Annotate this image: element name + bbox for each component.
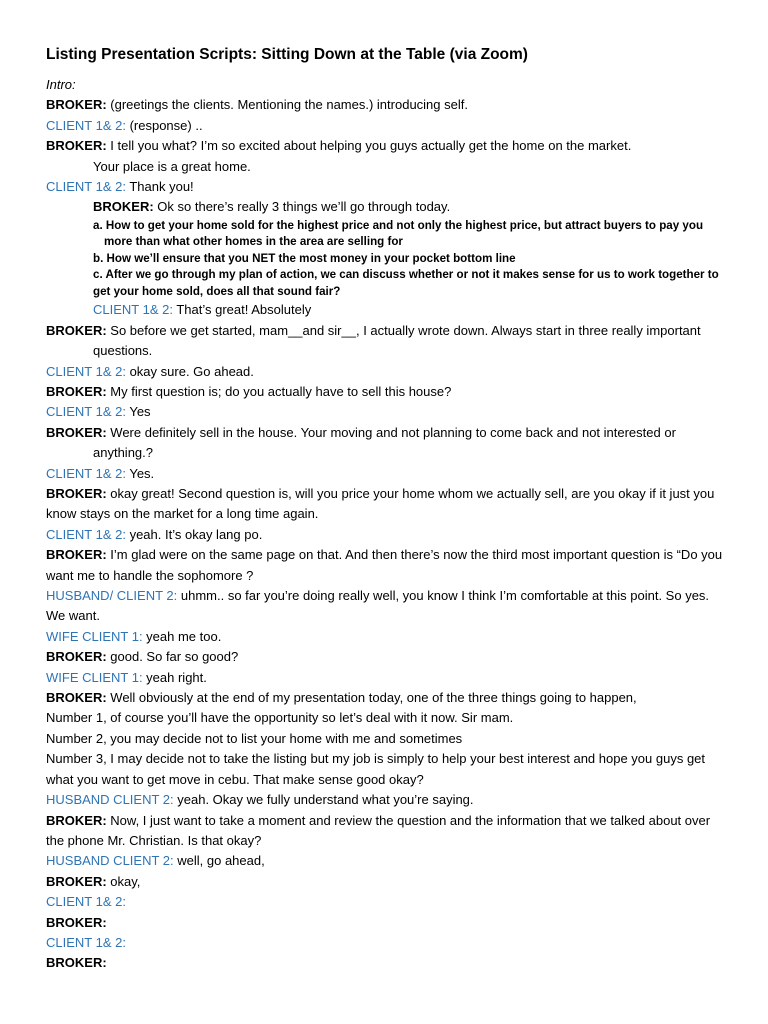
speaker-label: BROKER: (46, 955, 107, 971)
line-text: Were definitely sell in the house. Your moving and not planning to come back and not interested or anything.? (93, 424, 676, 461)
line-text: Number 1, of course you’ll have the opportunity so let’s deal with it now. Sir mam. (46, 710, 514, 726)
line-text: (greetings the clients. Mentioning the names.) introducing self. (106, 97, 468, 113)
line-text: Number 2, you may decide not to list your home with me and sometimes (46, 730, 463, 746)
script-line (46, 790, 728, 810)
speaker-label: HUSBAND CLIENT 2: (46, 853, 174, 869)
speaker-label: CLIENT 1& 2: (46, 465, 126, 481)
speaker-label: BROKER: (46, 424, 107, 440)
agenda-list (46, 218, 728, 301)
speaker-label: HUSBAND CLIENT 2: (46, 792, 174, 808)
script-line (46, 668, 728, 688)
line-text: (response) .. (125, 117, 203, 133)
speaker-label: CLIENT 1& 2: (46, 894, 126, 910)
script-line (46, 116, 728, 136)
script-line (46, 197, 728, 217)
script-line (46, 382, 728, 402)
line-text: well, go ahead, (173, 853, 265, 869)
line-text: That’s great! Absolutely (172, 302, 312, 318)
speaker-label: HUSBAND/ CLIENT 2: (46, 588, 178, 604)
line-text: yeah right. (142, 669, 207, 685)
script-line (46, 586, 728, 627)
script-line (46, 157, 728, 177)
line-text: So before we get started, mam__and sir__, I actually wrote down. Always start in three really important questions. (93, 322, 701, 359)
line-text: uhmm.. so far you’re doing really well, you know I think I’m comfortable at this point. So yes. We want. (46, 588, 710, 624)
line-text: Now, I just want to take a moment and review the question and the information that we talked about over the phone Mr. Christian. Is that okay? (46, 812, 711, 848)
intro-label: Intro: (46, 77, 76, 92)
script-line (46, 423, 728, 464)
script-line (46, 362, 728, 382)
speaker-label: WIFE CLIENT 1: (46, 628, 143, 644)
agenda-item: c. After we go through my plan of action, we can discuss whether or not it makes sense for us to work together to get your home sold, does all that sound fair? (93, 268, 719, 298)
agenda-item: b. How we’ll ensure that you NET the most money in your pocket bottom line (93, 251, 516, 265)
script-line (46, 913, 728, 933)
line-text: My first question is; do you actually have to sell this house? (106, 383, 452, 399)
speaker-label: BROKER: (46, 486, 107, 501)
speaker-label: BROKER: (46, 383, 107, 399)
speaker-label: BROKER: (93, 199, 154, 215)
speaker-label: BROKER: (46, 547, 107, 563)
line-text: Thank you! (125, 179, 194, 195)
script-line (46, 545, 728, 586)
speaker-label: WIFE CLIENT 1: (46, 669, 143, 685)
speaker-label: BROKER: (46, 690, 107, 706)
line-text: Number 3, I may decide not to take the listing but my job is simply to help your best interest and hope you guys get what you want to get move in cebu. That make sense good okay? (46, 751, 706, 787)
speaker-label: CLIENT 1& 2: (46, 934, 126, 950)
line-text: Yes. (125, 465, 155, 481)
script-line (46, 402, 728, 422)
line-text: Yes (125, 404, 151, 420)
line-text: yeah. It’s okay lang po. (125, 526, 263, 542)
line-text: okay, (106, 873, 141, 889)
script-line (46, 300, 728, 320)
script-line (46, 749, 728, 790)
speaker-label: BROKER: (46, 914, 107, 930)
speaker-label: BROKER: (46, 812, 107, 828)
line-text: yeah me too. (142, 628, 222, 644)
line-text: Ok so there’s really 3 things we’ll go through today. (153, 199, 451, 215)
script-line (46, 525, 728, 545)
speaker-label: BROKER: (46, 322, 107, 338)
speaker-label: CLIENT 1& 2: (46, 526, 126, 542)
speaker-label: CLIENT 1& 2: (46, 363, 126, 379)
line-text: Well obviously at the end of my presentation today, one of the three things going to happen, (106, 690, 637, 706)
script-line (46, 953, 728, 973)
script-line (46, 892, 728, 912)
line-text: Your place is a great home. (93, 158, 251, 174)
speaker-label: BROKER: (46, 649, 107, 665)
speaker-label: BROKER: (46, 873, 107, 889)
line-text: I tell you what? I’m so excited about helping you guys actually get the home on the market. (106, 138, 632, 154)
speaker-label: CLIENT 1& 2: (93, 302, 173, 318)
agenda-item: a. How to get your home sold for the highest price and not only the highest price, but attract buyers to pay you more than what other homes in the area are selling for (93, 218, 704, 249)
script-line (46, 872, 728, 892)
script-line (46, 933, 728, 953)
script-line (46, 811, 728, 852)
script-line (46, 136, 728, 156)
page-title: Listing Presentation Scripts: Sitting Down at the Table (via Zoom) (46, 46, 528, 63)
speaker-label: BROKER: (46, 97, 107, 113)
script-line (46, 627, 728, 647)
line-text: okay great! Second question is, will you price your home whom we actually sell, are you okay if it just you know stays on the market for a long time again. (46, 486, 715, 522)
script-line (46, 688, 728, 708)
script-line (46, 321, 728, 362)
line-text: okay sure. Go ahead. (125, 363, 254, 379)
script-line (46, 851, 728, 871)
line-text: yeah. Okay we fully understand what you’re saying. (173, 792, 474, 808)
script-line (46, 95, 728, 115)
script-line (46, 647, 728, 667)
speaker-label: CLIENT 1& 2: (46, 179, 126, 195)
line-text: good. So far so good? (106, 649, 239, 665)
script-line (46, 484, 728, 525)
script-line (46, 464, 728, 484)
script-line (46, 729, 728, 749)
script-line (46, 177, 728, 197)
speaker-label: BROKER: (46, 138, 107, 154)
script-line (46, 708, 728, 728)
line-text: I’m glad were on the same page on that. And then there’s now the third most important question is “Do you want me to handle the sophomore ? (46, 547, 723, 583)
speaker-label: CLIENT 1& 2: (46, 117, 126, 133)
speaker-label: CLIENT 1& 2: (46, 404, 126, 420)
